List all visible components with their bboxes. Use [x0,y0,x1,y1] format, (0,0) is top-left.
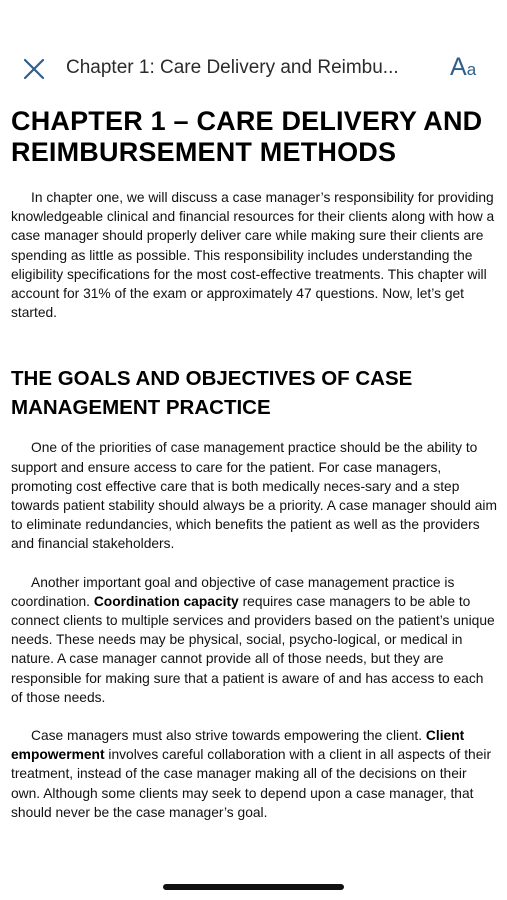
paragraph-text: Another important goal and objective of case management practice is coordination. [11,574,455,609]
paragraph-text: Case managers must also strive towards empowering the client. [31,728,426,744]
font-size-small-glyph: a [466,60,477,79]
font-size-large-glyph: A [450,53,467,81]
chapter-heading: CHAPTER 1 – CARE DELIVERY AND REIMBURSEMENT METHODS [11,106,483,167]
font-settings-button[interactable] [450,52,490,82]
reader-content [11,106,497,822]
bold-term-client-empowerment: Client empowerment [11,728,465,763]
goals-paragraph-3 [11,726,497,822]
section-heading: THE GOALS AND OBJECTIVES OF CASE MANAGEMENT PRACTICE [11,367,413,420]
home-indicator[interactable] [163,884,344,890]
paragraph-text: involves careful collaboration with a client in all aspects of their treatment, instead of the case manager making all of the decisions on their own. Although some clients may seek to depend upon a case manager, that should never be the case manager’s goal. [11,747,492,820]
paragraph-text: requires case managers to be able to connect clients to multiple services and providers based on the patient’s unique needs. These needs may be physical, social, psycho-logical, or medical in nature. A case manager cannot provide all of those needs, but they are responsible for making sure that a patient is aware of and has access to each of those needs. [11,593,495,705]
content-fade [0,828,507,858]
bold-term-coordination-capacity: Coordination capacity [93,593,239,609]
reader-toolbar [0,50,507,86]
close-icon [20,55,48,83]
close-button[interactable] [20,55,48,83]
goals-paragraph-1: One of the priorities of case management practice should be the ability to support and ensure access to care for the patient. For case managers, promoting cost effective care that is both medically neces-sary and a step towards patient stability should always be a priority. A case manager should aim to eliminate redundancies, which benefits the patient as well as the providers and financial stakeholders. [11,440,497,552]
goals-paragraph-2 [11,573,497,707]
chapter-intro-paragraph: In chapter one, we will discuss a case manager’s responsibility for providing knowledgeable clinical and financial resources for their clients along with how a case manager should properly deliver care while making sure their clients are spending as little as possible. This responsibility includes understanding the eligibility specifications for the most cost-effective treatments. This chapter will account for 31% of the exam or approximately 47 questions. Now, let’s get started. [11,190,495,321]
book-chapter-title: Chapter 1: Care Delivery and Reimbu... [66,57,399,78]
